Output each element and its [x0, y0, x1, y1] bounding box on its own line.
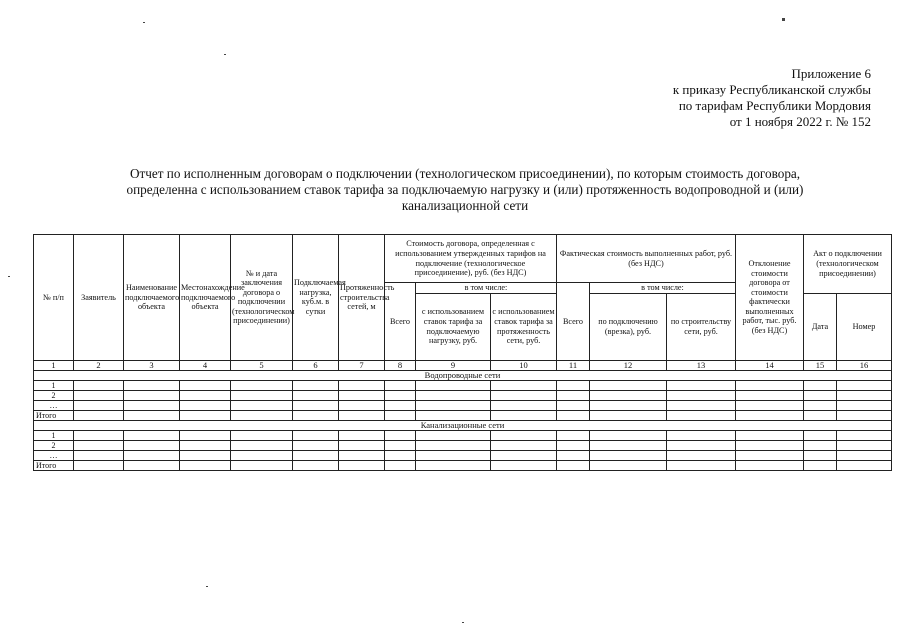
header-act-date: Дата [804, 293, 837, 360]
header-deviation: Отклонение стоимости договора от стоимости фактически выполненных работ, тыс. руб. (без НДС) [736, 235, 804, 361]
scan-speck [462, 622, 464, 623]
section-row-sewer [34, 420, 892, 430]
column-number: 6 [293, 360, 339, 370]
row-number: … [34, 450, 74, 460]
report-table [33, 234, 892, 471]
section-title-sewer: Канализационные сети [34, 420, 892, 430]
scan-speck [143, 22, 145, 23]
header-load: Подключаемая нагрузка, куб.м. в сутки [293, 235, 339, 361]
appendix-block [471, 66, 871, 130]
table-row [34, 380, 892, 390]
column-number: 11 [557, 360, 590, 370]
row-number: 1 [34, 380, 74, 390]
appendix-line-1: Приложение 6 [791, 66, 871, 81]
scan-speck [8, 276, 10, 277]
header-actual-connection: по подключению (врезка), руб. [590, 293, 667, 360]
header-contract-cost: Стоимость договора, определенная с использованием утвержденных тарифов на подключение (технологическое присоединение), руб. (без НДС) [385, 235, 557, 283]
table-row [34, 440, 892, 450]
total-row-water [34, 410, 892, 420]
table-row [34, 400, 892, 410]
header-object-location: Местонахождение подключаемого объекта [180, 235, 231, 361]
column-number: 4 [180, 360, 231, 370]
header-actual-cost: Фактическая стоимость выполненных работ, руб. (без НДС) [557, 235, 736, 283]
header-contract: № и дата заключения договора о подключении (технологическом присоединении) [231, 235, 293, 361]
column-number: 3 [124, 360, 180, 370]
column-number: 7 [339, 360, 385, 370]
appendix-line-4: от 1 ноября 2022 г. № 152 [729, 114, 871, 129]
scan-speck [224, 54, 226, 55]
row-number: 2 [34, 440, 74, 450]
total-label: Итого [34, 460, 74, 470]
column-number: 8 [385, 360, 416, 370]
header-contract-by-load: с использованием ставок тарифа за подключаемую нагрузку, руб. [416, 293, 491, 360]
report-title [40, 166, 890, 214]
header-actual-construction: по строительству сети, руб. [667, 293, 736, 360]
header-object-name: Наименование подключаемого объекта [124, 235, 180, 361]
total-row-sewer [34, 460, 892, 470]
header-length: Протяженность строительства сетей, м [339, 235, 385, 361]
header-act-number: Номер [837, 293, 892, 360]
section-row-water [34, 370, 892, 380]
column-number: 16 [837, 360, 892, 370]
column-number: 9 [416, 360, 491, 370]
appendix-line-2: к приказу Республиканской службы [672, 82, 871, 97]
header-act: Акт о подключении (технологическом присоединении) [804, 235, 892, 294]
header-applicant: Заявитель [74, 235, 124, 361]
header-actual-total: Всего [557, 283, 590, 361]
column-number: 15 [804, 360, 837, 370]
title-line-2: определенна с использованием ставок тарифа за подключаемую нагрузку и (или) протяженность водопроводной и (или) [126, 182, 804, 197]
header-contract-by-length: с использованием ставок тарифа за протяженность сети, руб. [491, 293, 557, 360]
column-number: 12 [590, 360, 667, 370]
scan-speck [782, 18, 785, 21]
column-number: 1 [34, 360, 74, 370]
column-number: 5 [231, 360, 293, 370]
header-contract-including: в том числе: [416, 283, 557, 294]
table-row [34, 390, 892, 400]
row-number: 2 [34, 390, 74, 400]
column-number: 10 [491, 360, 557, 370]
table-row [34, 450, 892, 460]
row-number: 1 [34, 430, 74, 440]
appendix-line-3: по тарифам Республики Мордовия [678, 98, 871, 113]
scan-speck [206, 586, 208, 587]
column-numbers-row [34, 360, 892, 370]
column-number: 2 [74, 360, 124, 370]
section-title-water: Водопроводные сети [34, 370, 892, 380]
column-number: 14 [736, 360, 804, 370]
header-row-1 [34, 235, 892, 283]
column-number: 13 [667, 360, 736, 370]
title-line-3: канализационной сети [401, 198, 529, 213]
header-actual-including: в том числе: [590, 283, 736, 294]
row-number: … [34, 400, 74, 410]
table-row [34, 430, 892, 440]
header-no: № п/п [34, 235, 74, 361]
title-line-1: Отчет по исполненным договорам о подключении (технологическом присоединении), по которым стоимость договора, [129, 166, 801, 181]
header-contract-total: Всего [385, 283, 416, 361]
total-label: Итого [34, 410, 74, 420]
